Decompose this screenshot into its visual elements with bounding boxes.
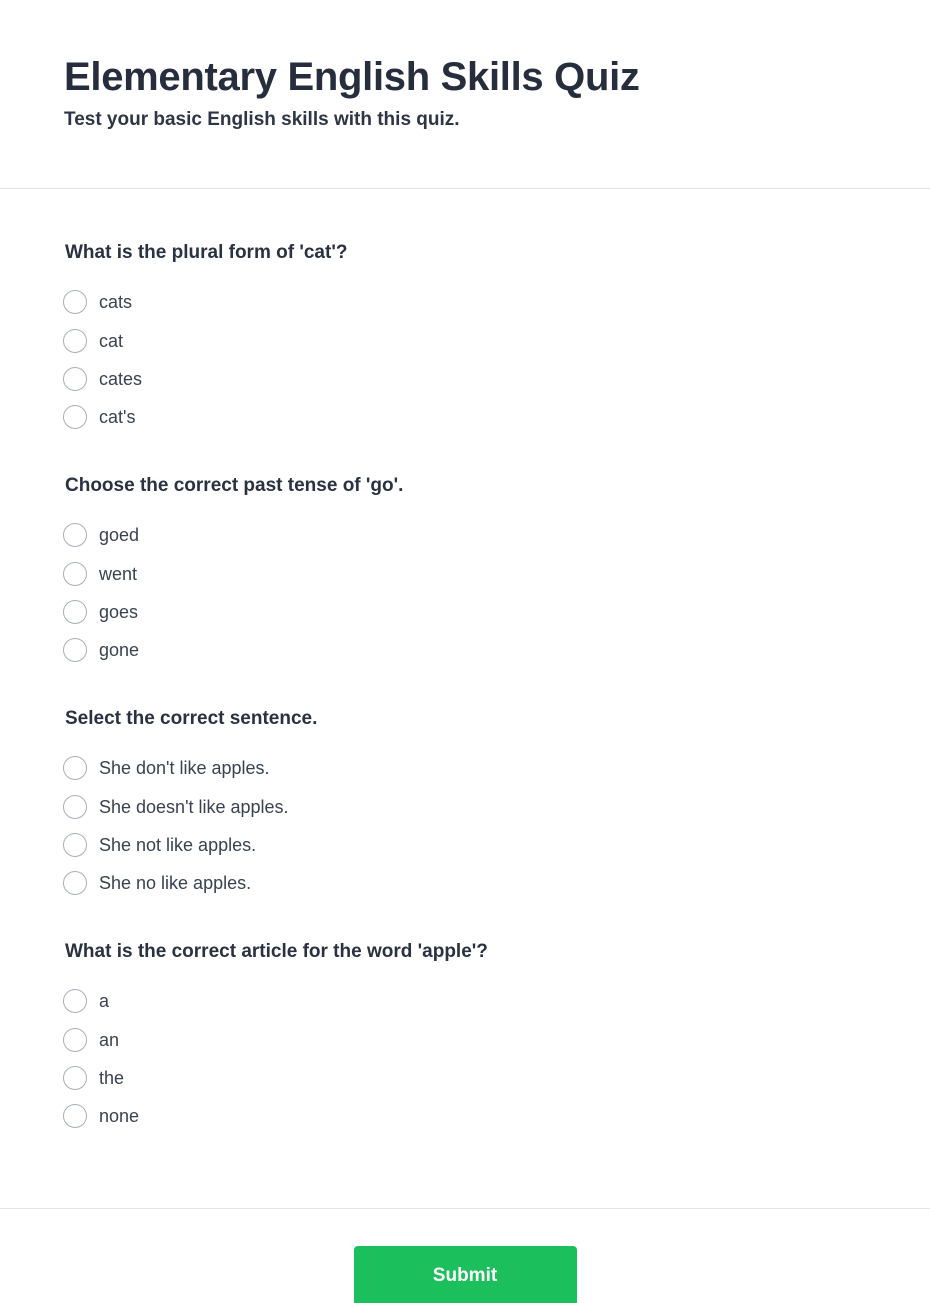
radio-button[interactable] (63, 600, 87, 624)
radio-button[interactable] (63, 1066, 87, 1090)
question-4 (64, 940, 866, 1173)
option-label: cat's (99, 407, 136, 428)
radio-button[interactable] (63, 1028, 87, 1052)
answer-option[interactable] (64, 593, 866, 631)
page-title: Elementary English Skills Quiz (64, 55, 640, 99)
answer-option[interactable] (64, 1059, 866, 1097)
radio-button[interactable] (63, 290, 87, 314)
radio-button[interactable] (63, 638, 87, 662)
option-label: cat (99, 330, 124, 351)
radio-button[interactable] (63, 756, 87, 780)
answer-option[interactable] (64, 554, 866, 592)
question-1 (64, 241, 866, 474)
answer-option[interactable] (64, 1097, 866, 1135)
option-label: cats (99, 292, 133, 313)
option-label: goed (99, 525, 140, 546)
question-2 (64, 474, 866, 707)
answer-options (64, 516, 866, 670)
option-label: cates (99, 368, 143, 389)
option-label: She doesn't like apples. (99, 796, 289, 817)
answer-option[interactable] (64, 982, 866, 1020)
radio-button[interactable] (63, 989, 87, 1013)
question-text: What is the correct article for the word 'apple'? (65, 941, 488, 962)
answer-option[interactable] (64, 1020, 866, 1058)
answer-option[interactable] (64, 787, 866, 825)
radio-button[interactable] (63, 795, 87, 819)
quiz-form (0, 241, 930, 1209)
question-text: Select the correct sentence. (65, 708, 318, 729)
radio-button[interactable] (63, 1104, 87, 1128)
option-label: She no like apples. (99, 873, 252, 894)
quiz-footer (0, 1209, 930, 1303)
answer-option[interactable] (64, 826, 866, 864)
answer-option[interactable] (64, 516, 866, 554)
radio-button[interactable] (63, 523, 87, 547)
answer-options (64, 982, 866, 1136)
radio-button[interactable] (63, 405, 87, 429)
option-label: an (99, 1029, 120, 1050)
question-text: What is the plural form of 'cat'? (65, 242, 348, 263)
option-label: gone (99, 640, 140, 661)
page-subtitle: Test your basic English skills with this quiz. (64, 109, 460, 130)
radio-button[interactable] (63, 367, 87, 391)
radio-button[interactable] (63, 562, 87, 586)
option-label: went (99, 563, 138, 584)
option-label: a (99, 991, 110, 1012)
question-3 (64, 707, 866, 940)
answer-options (64, 283, 866, 437)
answer-option[interactable] (64, 864, 866, 902)
answer-option[interactable] (64, 360, 866, 398)
radio-button[interactable] (63, 329, 87, 353)
answer-option[interactable] (64, 283, 866, 321)
question-text: Choose the correct past tense of 'go'. (65, 475, 404, 496)
option-label: none (99, 1106, 140, 1127)
option-label: the (99, 1067, 125, 1088)
option-label: goes (99, 601, 139, 622)
answer-option[interactable] (64, 398, 866, 436)
option-label: She don't like apples. (99, 758, 270, 779)
quiz-header (0, 0, 930, 189)
answer-option[interactable] (64, 631, 866, 669)
answer-option[interactable] (64, 749, 866, 787)
radio-button[interactable] (63, 871, 87, 895)
submit-button[interactable]: Submit (354, 1246, 577, 1303)
answer-options (64, 749, 866, 903)
answer-option[interactable] (64, 321, 866, 359)
radio-button[interactable] (63, 833, 87, 857)
option-label: She not like apples. (99, 834, 257, 855)
